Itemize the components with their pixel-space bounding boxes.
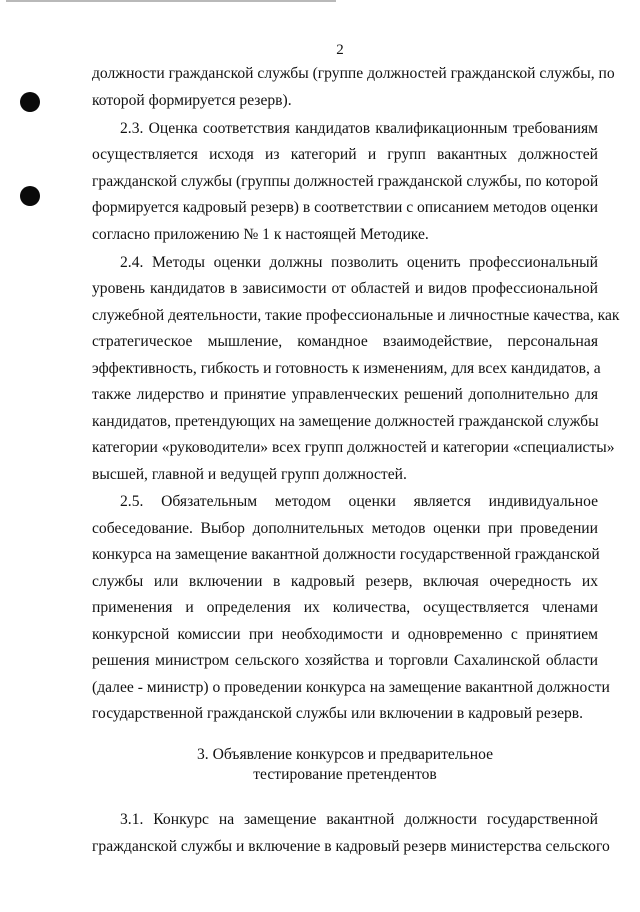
- text-line: высшей, главной и ведущей групп должностей.: [92, 466, 407, 483]
- text-line: службы или включении в кадровый резерв, включая очередность их: [92, 573, 598, 590]
- text-line: 2.4. Методы оценки должны позволить оценить профессиональный: [120, 254, 598, 271]
- section-heading: 3. Объявление конкурсов и предварительное: [197, 746, 493, 763]
- text-line: конкурсной комиссии при необходимости и одновременно с принятием: [92, 626, 598, 643]
- binder-hole-mark: [20, 186, 40, 206]
- text-line: гражданской службы и включение в кадровый резерв министерства сельского: [92, 838, 610, 855]
- text-line: уровень кандидатов в зависимости от областей и видов профессиональной: [92, 280, 598, 297]
- text-line: также лидерство и принятие управленческих решений дополнительно для: [92, 386, 598, 403]
- text-line: эффективность, гибкость и готовность к изменениям, для всех кандидатов, а: [92, 360, 601, 377]
- text-line: 2.5. Обязательным методом оценки является индивидуальное: [120, 493, 598, 510]
- text-line: 3.1. Конкурс на замещение вакантной должности государственной: [120, 811, 598, 828]
- text-line: применения и определения их количества, осуществляется членами: [92, 599, 598, 616]
- text-line: осуществляется исходя из категорий и групп вакантных должностей: [92, 146, 598, 163]
- scan-top-edge-line: [6, 0, 336, 2]
- text-line: решения министром сельского хозяйства и торговли Сахалинской области: [92, 652, 598, 669]
- text-line: кандидатов, претендующих на замещение должностей гражданской службы: [92, 413, 599, 430]
- text-line: (далее - министр) о проведении конкурса на замещение вакантной должности: [92, 679, 610, 696]
- text-line: формируется кадровый резерв) в соответствии с описанием методов оценки: [92, 199, 598, 216]
- text-line: конкурса на замещение вакантной должности государственной гражданской: [92, 546, 600, 563]
- text-line: государственной гражданской службы или включении в кадровый резерв.: [92, 705, 584, 722]
- binder-hole-mark: [20, 92, 40, 112]
- text-line: должности гражданской службы (группе должностей гражданской службы, по: [92, 65, 615, 82]
- text-line: гражданской службы (группы должностей гражданской службы, по которой: [92, 173, 599, 190]
- text-line: категории «руководители» всех групп должностей и категории «специалисты»: [92, 439, 615, 456]
- text-line: стратегическое мышление, командное взаимодействие, персональная: [92, 333, 598, 350]
- section-heading: тестирование претендентов: [253, 766, 437, 783]
- text-line: служебной деятельности, такие профессиональные и личностные качества, как: [92, 307, 620, 324]
- page-number: 2: [336, 42, 344, 58]
- text-line: согласно приложению № 1 к настоящей Методике.: [92, 226, 429, 243]
- text-line: собеседование. Выбор дополнительных методов оценки при проведении: [92, 520, 598, 537]
- text-line: 2.3. Оценка соответствия кандидатов квалификационным требованиям: [120, 120, 598, 137]
- text-line: которой формируется резерв).: [92, 92, 292, 109]
